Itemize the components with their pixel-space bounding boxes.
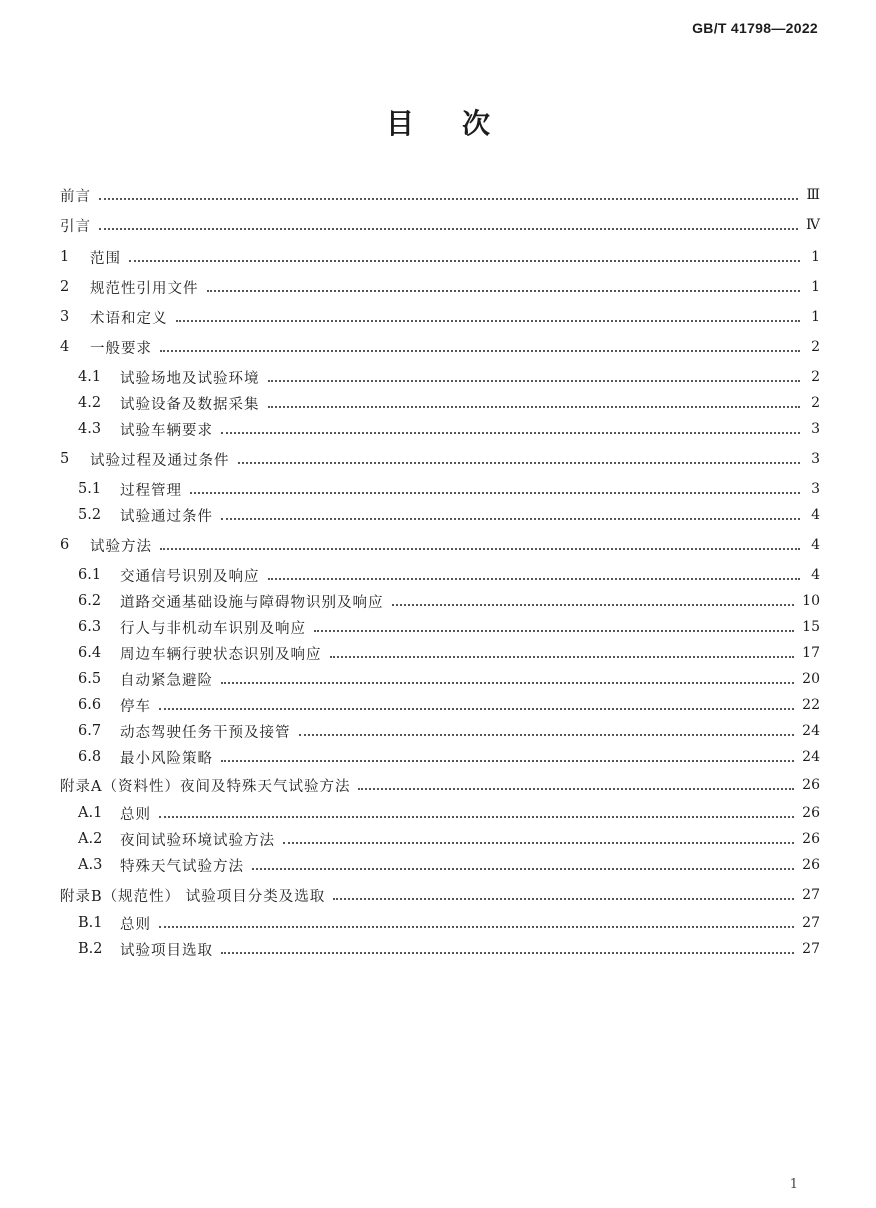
toc-entry-page: 4 <box>811 537 820 553</box>
toc-entry-number: B.2 <box>78 941 103 957</box>
toc-entry-page: 2 <box>811 369 820 385</box>
page-title-char: 次 <box>462 107 491 140</box>
toc-entry[interactable] <box>78 588 820 614</box>
dot-leader <box>176 319 801 322</box>
dot-leader <box>159 707 794 710</box>
toc-entry-page: 27 <box>802 941 820 957</box>
toc-entry[interactable] <box>60 244 820 270</box>
toc-entry-page: 27 <box>802 887 820 903</box>
toc-entry-label: 试验过程及通过条件 <box>90 452 230 469</box>
toc-entry-label: 过程管理 <box>120 482 182 499</box>
dot-leader <box>268 405 801 408</box>
toc-entry-label: 夜间试验环境试验方法 <box>120 832 275 849</box>
toc-entry[interactable] <box>78 744 820 770</box>
toc-entry[interactable] <box>78 852 820 878</box>
toc-entry-label: 动态驾驶任务干预及接管 <box>120 724 291 741</box>
toc-entry[interactable] <box>78 614 820 640</box>
toc-entry-label: 试验方法 <box>90 538 152 555</box>
toc-entry[interactable] <box>60 532 820 558</box>
page-title-char: 目 <box>385 107 414 140</box>
toc-entry-page: Ⅲ <box>806 187 820 203</box>
toc-entry[interactable] <box>78 718 820 744</box>
toc-entry[interactable] <box>60 446 820 472</box>
toc-entry[interactable] <box>78 502 820 528</box>
toc-entry-page: 26 <box>802 831 820 847</box>
dot-leader <box>333 897 794 900</box>
dot-leader <box>268 379 801 382</box>
toc-entry-label: 周边车辆行驶状态识别及响应 <box>120 646 322 663</box>
toc-entry-label: 试验通过条件 <box>120 508 213 525</box>
toc-entry-label: 总则 <box>120 916 151 933</box>
toc-entry-number: A.3 <box>78 857 103 873</box>
toc-entry-label: 前言 <box>60 188 91 205</box>
toc-entry-page: 26 <box>802 777 820 793</box>
toc-entry-page: 24 <box>802 723 820 739</box>
dot-leader <box>99 197 798 200</box>
toc-entry[interactable] <box>78 936 820 962</box>
toc-entry-label: 自动紧急避险 <box>120 672 213 689</box>
toc-entry-label: 试验场地及试验环境 <box>120 370 260 387</box>
toc-entry-number: 3 <box>60 309 70 325</box>
toc-entry[interactable] <box>60 772 820 798</box>
toc-entry-number: 6.4 <box>78 645 102 661</box>
toc-entry-number: 4.2 <box>78 395 102 411</box>
toc-entry[interactable] <box>78 910 820 936</box>
toc-entry-page: 3 <box>811 451 820 467</box>
toc-entry[interactable] <box>60 274 820 300</box>
toc-entry-number: 6.6 <box>78 697 102 713</box>
toc-entry-number: 6.2 <box>78 593 102 609</box>
toc-entry-label: 试验项目选取 <box>120 942 213 959</box>
toc-entry-number: 4.1 <box>78 369 102 385</box>
page-number: 1 <box>789 1177 798 1192</box>
toc-entry-label: 引言 <box>60 218 91 235</box>
toc-entry-page: 3 <box>811 421 820 437</box>
toc-entry-page: 15 <box>802 619 820 635</box>
toc-entry-page: 17 <box>802 645 820 661</box>
dot-leader <box>283 841 794 844</box>
toc-entry-number: 6 <box>60 537 70 553</box>
toc-entry-number: 5.1 <box>78 481 102 497</box>
dot-leader <box>160 349 800 352</box>
dot-leader <box>129 259 800 262</box>
dot-leader <box>159 815 794 818</box>
toc-entry-page: 2 <box>811 395 820 411</box>
toc-entry[interactable] <box>78 390 820 416</box>
dot-leader <box>299 733 795 736</box>
toc-entry-label: 范围 <box>90 250 121 267</box>
toc-entry[interactable] <box>60 212 820 238</box>
dot-leader <box>99 227 798 230</box>
toc-entry-number: 5.2 <box>78 507 102 523</box>
toc-entry-label: 规范性引用文件 <box>90 280 199 297</box>
toc-entry-page: 4 <box>811 567 820 583</box>
toc-entry-page: 1 <box>811 309 820 325</box>
toc-entry-number: 4.3 <box>78 421 102 437</box>
toc-entry[interactable] <box>60 182 820 208</box>
toc-entry-page: 1 <box>811 249 820 265</box>
toc-entry-page: 26 <box>802 805 820 821</box>
toc-entry[interactable] <box>78 416 820 442</box>
dot-leader <box>221 431 800 434</box>
toc-entry-number: 6.8 <box>78 749 102 765</box>
dot-leader <box>221 951 794 954</box>
toc-entry[interactable] <box>78 692 820 718</box>
dot-leader <box>252 867 794 870</box>
toc-entry-label: 特殊天气试验方法 <box>120 858 244 875</box>
toc-entry-number: 1 <box>60 249 70 265</box>
dot-leader <box>190 491 800 494</box>
toc-entry-page: 27 <box>802 915 820 931</box>
dot-leader <box>221 681 794 684</box>
toc-entry-number: 6.5 <box>78 671 102 687</box>
toc-entry-number: 2 <box>60 279 70 295</box>
toc-entry[interactable] <box>60 334 820 360</box>
dot-leader <box>392 603 795 606</box>
toc-entry-label: 术语和定义 <box>90 310 168 327</box>
toc-entry[interactable] <box>78 476 820 502</box>
toc-entry-number: 5 <box>60 451 70 467</box>
toc-entry-number: 4 <box>60 339 70 355</box>
toc-entry-label: 交通信号识别及响应 <box>120 568 260 585</box>
toc-entry[interactable] <box>78 364 820 390</box>
dot-leader <box>314 629 794 632</box>
dot-leader <box>221 759 794 762</box>
dot-leader <box>238 461 801 464</box>
toc-entry-page: Ⅳ <box>806 217 820 233</box>
dot-leader <box>160 547 800 550</box>
dot-leader <box>268 577 801 580</box>
toc-entry-label: 行人与非机动车识别及响应 <box>120 620 306 637</box>
toc-entry-page: 4 <box>811 507 820 523</box>
toc-entry-page: 22 <box>802 697 820 713</box>
toc-entry-page: 20 <box>802 671 820 687</box>
toc-entry-number: B.1 <box>78 915 103 931</box>
toc-entry[interactable] <box>78 562 820 588</box>
toc-entry-page: 3 <box>811 481 820 497</box>
toc-entry[interactable] <box>60 882 820 908</box>
toc-entry-label: 一般要求 <box>90 340 152 357</box>
toc-entry-label: 停车 <box>120 698 151 715</box>
toc-entry-number: A.2 <box>78 831 103 847</box>
dot-leader <box>207 289 801 292</box>
toc-entry-label: 附录A（资料性）夜间及特殊天气试验方法 <box>60 778 351 795</box>
toc-entry-label: 总则 <box>120 806 151 823</box>
page-title <box>0 102 876 142</box>
dot-leader <box>221 517 800 520</box>
toc-entry-page: 24 <box>802 749 820 765</box>
toc-entry-number: A.1 <box>78 805 103 821</box>
toc-entry-page: 2 <box>811 339 820 355</box>
toc-entry-number: 6.3 <box>78 619 102 635</box>
toc-entry-label: 最小风险策略 <box>120 750 213 767</box>
toc-entry-label: 试验设备及数据采集 <box>120 396 260 413</box>
toc-entry-label: 附录B（规范性） 试验项目分类及选取 <box>60 888 326 905</box>
dot-leader <box>358 787 794 790</box>
toc-entry[interactable] <box>60 304 820 330</box>
toc-entry[interactable] <box>78 826 820 852</box>
toc-entry-number: 6.7 <box>78 723 102 739</box>
toc-entry-page: 26 <box>802 857 820 873</box>
toc-entry-page: 10 <box>802 593 820 609</box>
dot-leader <box>159 925 794 928</box>
toc-entry[interactable] <box>78 640 820 666</box>
toc-entry-number: 6.1 <box>78 567 102 583</box>
toc-entry[interactable] <box>78 800 820 826</box>
standard-code: GB/T 41798—2022 <box>692 20 818 36</box>
toc-entry[interactable] <box>78 666 820 692</box>
dot-leader <box>330 655 795 658</box>
toc-entry-label: 试验车辆要求 <box>120 422 213 439</box>
toc-entry-label: 道路交通基础设施与障碍物识别及响应 <box>120 594 384 611</box>
toc-entry-page: 1 <box>811 279 820 295</box>
